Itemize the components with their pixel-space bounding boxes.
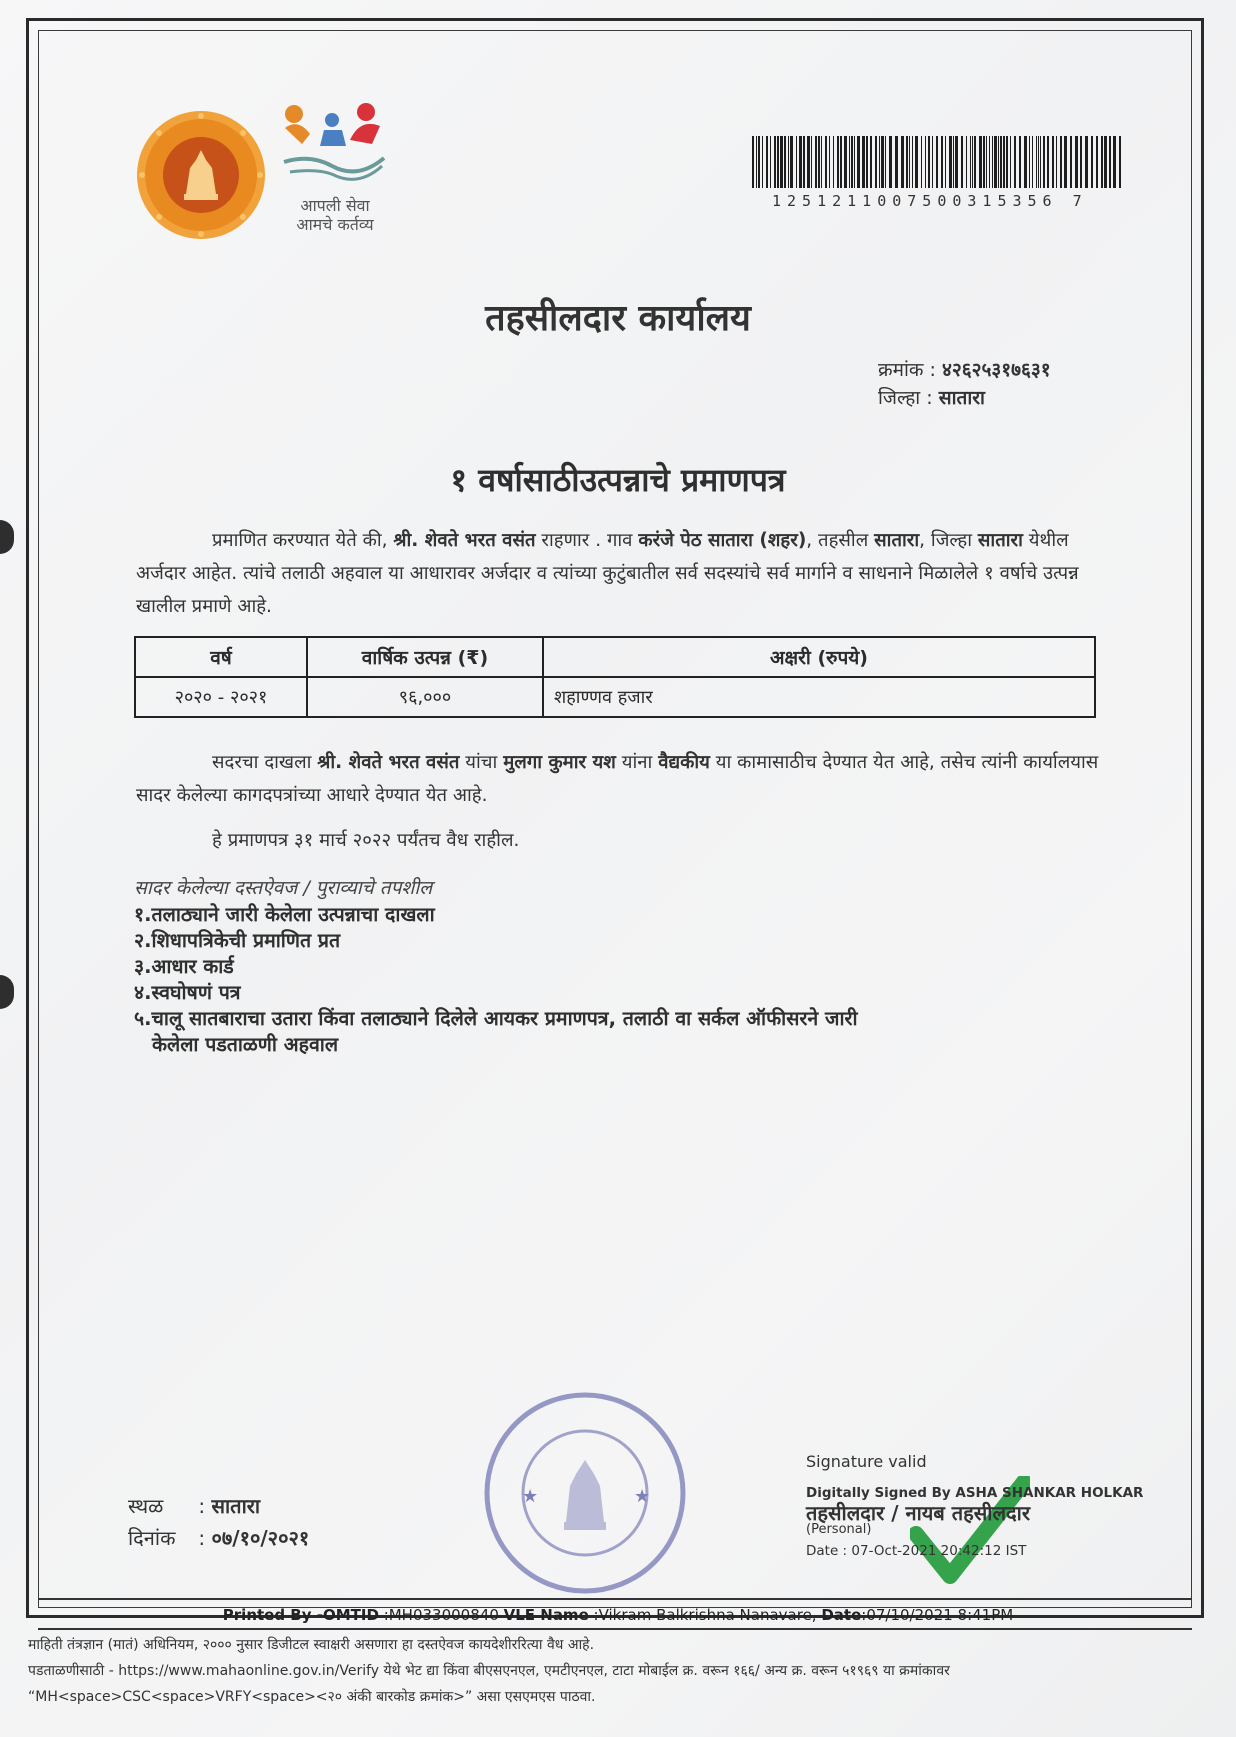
tahsildar-seal-stamp: [482, 1390, 688, 1600]
barcode-bar: [796, 136, 797, 188]
barcode-bar: [970, 136, 971, 188]
svg-text:★: ★: [522, 1486, 539, 1507]
place-row: स्थळ : सातारा: [128, 1494, 261, 1518]
barcode: [752, 136, 1124, 188]
barcode-bar: [851, 136, 853, 188]
barcode-bar: [885, 136, 886, 188]
barcode-bar: [811, 136, 812, 188]
barcode-bar: [1064, 136, 1067, 188]
barcode-bar: [1052, 136, 1054, 188]
barcode-bar: [1070, 136, 1072, 188]
certificate-title: १ वर्षासाठीउत्पन्नाचे प्रमाणपत्र: [450, 461, 786, 499]
barcode-bar: [915, 136, 918, 188]
barcode-bar: [1000, 136, 1002, 188]
barcode-bar: [840, 136, 842, 188]
barcode-bar: [941, 136, 943, 188]
barcode-bar: [992, 136, 993, 188]
barcode-bar: [766, 136, 768, 188]
barcode-bar: [928, 136, 930, 188]
office-title: तहसीलदार कार्यालय: [485, 298, 751, 339]
barcode-bar: [854, 136, 855, 188]
documents-heading: सादर केलेल्या दस्तऐवज / पुराव्याचे तपशील: [134, 877, 433, 899]
barcode-bar: [1075, 136, 1078, 188]
table-row: [135, 677, 1095, 717]
barcode-bar: [803, 136, 805, 188]
barcode-bar: [752, 136, 754, 188]
barcode-bar: [881, 136, 884, 188]
footer-verify-line: पडताळणीसाठी - https://www.mahaonline.gov.in/Verify येथे भेट द्या किंवा बीएसएनएल, एमटीएनएल, टाटा मोबाईल क्र. वरून १६६/ अन्य क्र. वरून ५१९६९ या क्रमांकावर: [28, 1663, 950, 1679]
barcode-bar: [1032, 136, 1033, 188]
barcode-bar: [1119, 136, 1121, 188]
place-date-block: [128, 1490, 309, 1554]
list-item: ३.आधार कार्ड: [134, 955, 234, 978]
signed-by-text: Digitally Signed By ASHA SHANKAR HOLKAR: [806, 1485, 1144, 1501]
barcode-bar: [1040, 136, 1041, 188]
barcode-bar: [972, 136, 973, 188]
barcode-bar: [849, 136, 850, 188]
footer-sms-line: “MH<space>CSC<space>VRFY<space><२० अंकी बारकोड क्रमांक>” असा एसएमएस पाठवा.: [28, 1689, 596, 1705]
barcode-bar: [1047, 136, 1049, 188]
barcode-bar: [758, 136, 760, 188]
barcode-bar: [777, 136, 779, 188]
barcode-bar: [1101, 136, 1103, 188]
list-item: केलेला पडताळणी अहवाल: [152, 1033, 339, 1056]
income-words-cell: शहाण्णव हजार: [543, 677, 1095, 717]
barcode-bar: [925, 136, 926, 188]
list-item: ४.स्वघोषणं पत्र: [134, 981, 241, 1004]
barcode-number: 1251211007500315356 7: [772, 192, 1088, 210]
barcode-bar: [1056, 136, 1057, 188]
jilha-row: जिल्हा : सातारा: [878, 387, 985, 409]
barcode-bar: [1091, 136, 1093, 188]
barcode-bar: [966, 136, 967, 188]
barcode-bar: [821, 136, 822, 188]
barcode-bar: [1085, 136, 1088, 188]
barcode-bar: [1109, 136, 1111, 188]
barcode-bar: [974, 136, 976, 188]
barcode-bar: [807, 136, 810, 188]
barcode-bar: [879, 136, 880, 188]
barcode-bar: [833, 136, 834, 188]
barcode-bar: [932, 136, 933, 188]
barcode-bar: [799, 136, 802, 188]
income-cell: ९६,०००: [307, 677, 543, 717]
certificate-meta: [878, 356, 1051, 412]
maharashtra-emblem-icon: [134, 108, 268, 246]
barcode-bar: [1096, 136, 1098, 188]
barcode-bar: [1014, 136, 1016, 188]
barcode-bar: [815, 136, 817, 188]
signature-valid-text: Signature valid: [806, 1452, 927, 1471]
barcode-bar: [1006, 136, 1008, 188]
punch-hole: [0, 975, 14, 1009]
kramank-row: क्रमांक : ४२६२५३१७६३१: [878, 359, 1051, 381]
barcode-bar: [1060, 136, 1062, 188]
barcode-bar: [983, 136, 985, 188]
barcode-bar: [866, 136, 868, 188]
income-table-header: [135, 637, 1095, 677]
aaple-seva-tagline: आपली सेवा आमचे कर्तव्य: [296, 196, 374, 234]
barcode-bar: [912, 136, 913, 188]
barcode-bar: [780, 136, 783, 188]
footer-legal-line: माहिती तंत्रज्ञान (मातं) अधिनियम, २००० नुसार डिजीटल स्वाक्षरी असणारा हा दस्तऐवज कायदेशीररित्या वैध आहे.: [28, 1637, 595, 1653]
barcode-bar: [921, 136, 922, 188]
barcode-bar: [1036, 136, 1037, 188]
barcode-bar: [909, 136, 910, 188]
barcode-bar: [762, 136, 763, 188]
barcode-bar: [790, 136, 793, 188]
barcode-bar: [1104, 136, 1107, 188]
date-value: ०७/१०/२०२१: [211, 1526, 310, 1550]
barcode-bar: [1113, 136, 1116, 188]
barcode-bar: [770, 136, 771, 188]
barcode-bar: [979, 136, 982, 188]
purpose-paragraph: सदरचा दाखला श्री. शेवते भरत वसंत यांचा मुलगा कुमार यश यांना वैद्यकीय या कामासाठीच देण्यात येत आहे, तसेच त्यांनी कार्यालयास सादर केलेल्या कागदपत्रांच्या आधारे देण्यात येत आहे.: [136, 752, 1099, 806]
income-table: [134, 636, 1096, 718]
barcode-bar: [870, 136, 872, 188]
aaple-seva-logo: [280, 100, 390, 234]
signature-date: Date : 07-Oct-2021 20:42:12 IST: [806, 1543, 1027, 1559]
barcode-bar: [788, 136, 789, 188]
signatory-role: तहसीलदार / नायब तहसीलदार: [806, 1501, 1031, 1525]
digital-signature-block: [806, 1452, 1146, 1559]
signature-personal: (Personal): [806, 1522, 872, 1537]
barcode-bar: [1024, 136, 1027, 188]
barcode-bar: [998, 136, 999, 188]
list-item: २.शिधापत्रिकेची प्रमाणित प्रत: [134, 929, 341, 952]
barcode-bar: [862, 136, 865, 188]
barcode-bar: [857, 136, 860, 188]
certification-paragraph: प्रमाणित करण्यात येते की, श्री. शेवते भरत वसंत राहणार . गाव करंजे पेठ सातारा (शहर), तहसील सातारा, जिल्हा सातारा येथील अर्जदार आहेत. त्यांचे तलाठी अहवाल या आधारावर अर्जदार व त्यांच्या कुटुंबातील सर्व सदस्यांचे सर्व मार्गाने व साधनाने मिळालेले १ वर्षाचे उत्पन्न खालील प्रमाणे आहे.: [136, 530, 1079, 617]
barcode-bar: [901, 136, 904, 188]
barcode-bar: [989, 136, 990, 188]
barcode-bar: [1043, 136, 1045, 188]
barcode-bar: [774, 136, 776, 188]
printed-by-rule: [38, 1628, 1192, 1630]
date-row: दिनांक : ०७/१०/२०२१: [128, 1526, 310, 1550]
jilha-value: सातारा: [938, 387, 985, 409]
barcode-bar: [829, 136, 830, 188]
documents-list: [134, 902, 1094, 1058]
barcode-bar: [994, 136, 997, 188]
barcode-bar: [1029, 136, 1030, 188]
list-item: १.तलाठ्याने जारी केलेला उत्पन्नाचा दाखला: [134, 903, 435, 926]
svg-text:★: ★: [634, 1486, 651, 1507]
year-cell: २०२० - २०२१: [135, 677, 307, 717]
barcode-bar: [784, 136, 786, 188]
kramank-value: ४२६२५३१७६३१: [941, 359, 1051, 381]
barcode-bar: [1019, 136, 1021, 188]
barcode-bar: [955, 136, 958, 188]
barcode-bar: [889, 136, 892, 188]
printed-by-line: Printed By -OMTID :MH033000840 VLE Name :Vikram Balkrishna Nanavare, Date:07/10/2021 8:41PM: [222, 1606, 1014, 1624]
header-in-words: अक्षरी (रुपये): [543, 637, 1095, 677]
header-year: वर्ष: [135, 637, 307, 677]
barcode-bar: [1080, 136, 1082, 188]
printed-by-rule: [38, 1598, 1192, 1600]
list-item: ५.चालू सातबाराचा उतारा किंवा तलाठ्याने दिलेले आयकर प्रमाणपत्र, तलाठी वा सर्कल ऑफीसरने जारी: [134, 1007, 858, 1030]
inner-border: [38, 30, 1192, 1608]
barcode-bar: [986, 136, 987, 188]
barcode-bar: [906, 136, 908, 188]
barcode-bar: [1003, 136, 1005, 188]
aaple-seva-icon: [280, 100, 390, 190]
barcode-bar: [949, 136, 952, 188]
barcode-bar: [875, 136, 877, 188]
place-value: सातारा: [211, 1494, 261, 1518]
barcode-bar: [844, 136, 847, 188]
barcode-bar: [895, 136, 898, 188]
barcode-bar: [837, 136, 839, 188]
barcode-bar: [945, 136, 946, 188]
barcode-bar: [953, 136, 954, 188]
barcode-bar: [756, 136, 757, 188]
validity-text: हे प्रमाणपत्र ३१ मार्च २०२२ पर्यंतच वैध राहील.: [212, 830, 520, 851]
barcode-bar: [1010, 136, 1011, 188]
barcode-bar: [961, 136, 963, 188]
barcode-bar: [818, 136, 820, 188]
barcode-bar: [1038, 136, 1039, 188]
barcode-bar: [936, 136, 938, 188]
punch-hole: [0, 520, 14, 554]
barcode-bar: [825, 136, 827, 188]
header-annual-income: वार्षिक उत्पन्न (₹): [307, 637, 543, 677]
